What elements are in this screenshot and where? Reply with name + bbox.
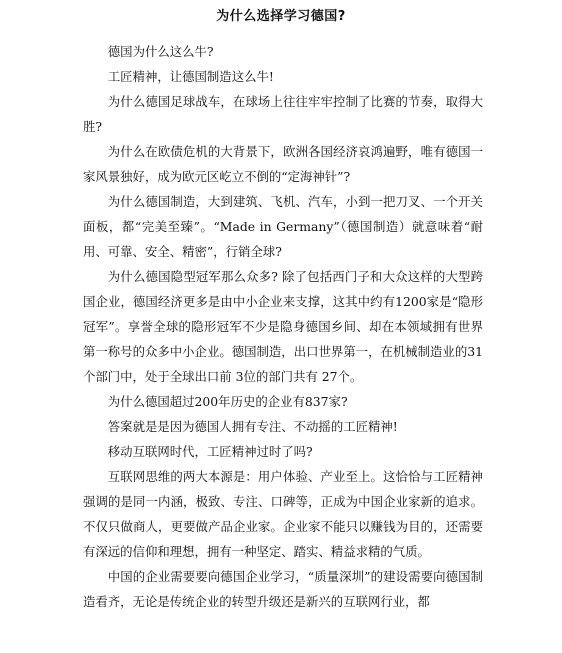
paragraph: 德国为什么这么牛? (107, 44, 214, 59)
paragraph: 为什么德国隐型冠军那么众多? 除了包括西门子和大众这样的大型跨国企业，德国经济更多是由中小企业来支撑，这其中约有1200家是“隐形冠军”。享誉全球的隐形冠军不少是隐身德国乡间、却在本领域拥有世界第一称号的众多中小企业。德国制造，出口世界第一，在机械制造业的31 个部门中，处于全球出口前 3位的部门共有 27个。 (83, 269, 483, 384)
paragraph: 为什么德国超过200年历史的企业有837家? (107, 394, 348, 409)
paragraph: 为什么在欧债危机的大背景下，欧洲各国经济哀鸿遍野，唯有德国一家风景独好，成为欧元区屹立不倒的“定海神针”? (83, 144, 483, 184)
paragraph: 为什么德国足球战车，在球场上往往牢牢控制了比赛的节奏，取得大胜? (83, 94, 483, 134)
paragraph: 工匠精神，让德国制造这么牛! (107, 69, 274, 84)
document-body (83, 39, 483, 614)
paragraph: 答案就是是因为德国人拥有专注、不动摇的工匠精神! (107, 419, 398, 434)
document-title: 为什么选择学习德国? (216, 9, 346, 24)
paragraph: 移动互联网时代，工匠精神过时了吗? (107, 444, 313, 459)
paragraph: 互联网思维的两大本源是：用户体验、产业至上。这恰恰与工匠精神强调的是同一内涵，极致、专注、口碑等，正成为中国企业家新的追求。不仅只做商人，更要做产品企业家。企业家不能只以赚钱为目的，还需要有深远的信仰和理想，拥有一种坚定、踏实、精益求精的气质。 (83, 469, 483, 559)
paragraph: 为什么德国制造，大到建筑、飞机、汽车，小到一把刀叉、一个开关面板，都“完美至臻”。“Made in Germany”（德国制造）就意味着“耐用、可靠、安全、精密”，行销全球? (83, 194, 483, 259)
paragraph: 中国的企业需要要向德国企业学习，“质量深圳”的建设需要向德国制造看齐，无论是传统企业的转型升级还是新兴的互联网行业，都 (83, 569, 483, 609)
